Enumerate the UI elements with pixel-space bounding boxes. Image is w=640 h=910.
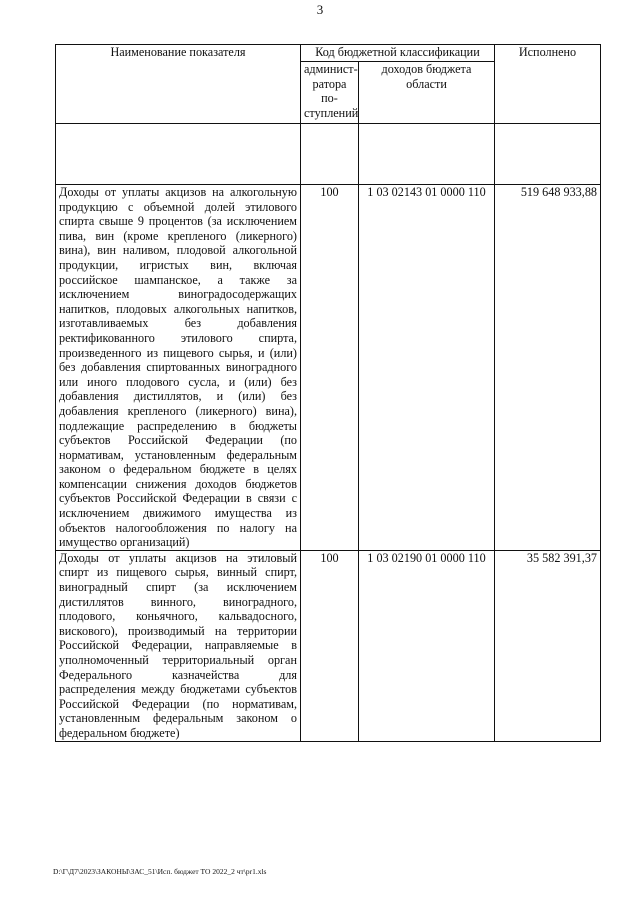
- file-path-footer: D:\Г\Д7\2023\ЗАКОНЫ\ЗАС_51\Исп. бюджет ТО 2022_2 чт\pr1.xls: [53, 867, 267, 876]
- row-revenue-code: 1 03 02143 01 0000 110: [359, 185, 495, 551]
- row-executed-amount: 35 582 391,37: [495, 550, 601, 741]
- header-executed: Исполнено: [495, 45, 601, 124]
- row-description: Доходы от уплаты акцизов на этиловый спирт из пищевого сырья, винный спирт, виноградный спирт (за исключением дистиллятов винного, виноградного, плодового, коньячного, кальвадосного, вискового), производимый на территории Российской Федерации, направляемые в уполномоченный территориальный орган Федерального казначейства для распределения между бюджетами субъектов Российской Федерации (по нормативам, установленным федеральным законом о федеральном бюджете): [56, 550, 301, 741]
- row-admin-code: 100: [301, 185, 359, 551]
- table-row: [56, 185, 601, 551]
- header-row-top: [56, 45, 601, 62]
- row-description: Доходы от уплаты акцизов на алкогольную продукцию с объемной долей этилового спирта свыше 9 процентов (за исключением пива, вин (кроме крепленого (ликерного) вина), вин наливом, плодовой алкогольной продукции, игристых вин, включая российское шампанское, а также за исключением виноградосодержащих напитков, плодовых алкогольных напитков, изготавливаемых без добавления ректификованного этилового спирта, произведенного из пищевого сырья, и (или) без добавления спиртованных виноградного или иного плодового сусла, и (или) без добавления дистиллятов, и (или) без добавления крепленого (ликерного) вина), подлежащие распределению в бюджеты субъектов Российской Федерации (по нормативам, установленным федеральным законом о федеральном бюджете в целях компенсации снижения доходов бюджетов субъектов Российской Федерации в связи с исключением движимого имущества из объектов налогообложения по налогу на имущество организаций): [56, 185, 301, 551]
- header-budget-revenue: доходов бюджета области: [359, 62, 495, 124]
- table-row: [56, 550, 601, 741]
- spacer-cell: [56, 124, 301, 185]
- header-indicator-name: Наименование показателя: [56, 45, 301, 124]
- header-spacer-row: [56, 124, 601, 185]
- row-admin-code: 100: [301, 550, 359, 741]
- spacer-cell: [301, 124, 359, 185]
- row-executed-amount: 519 648 933,88: [495, 185, 601, 551]
- spacer-cell: [495, 124, 601, 185]
- budget-execution-table: [55, 44, 601, 742]
- header-revenue-administrator: админист-ратора по-ступлений: [301, 62, 359, 124]
- spacer-cell: [359, 124, 495, 185]
- page-number: 3: [316, 2, 324, 17]
- header-budget-classification-code: Код бюджетной классификации: [301, 45, 495, 62]
- row-revenue-code: 1 03 02190 01 0000 110: [359, 550, 495, 741]
